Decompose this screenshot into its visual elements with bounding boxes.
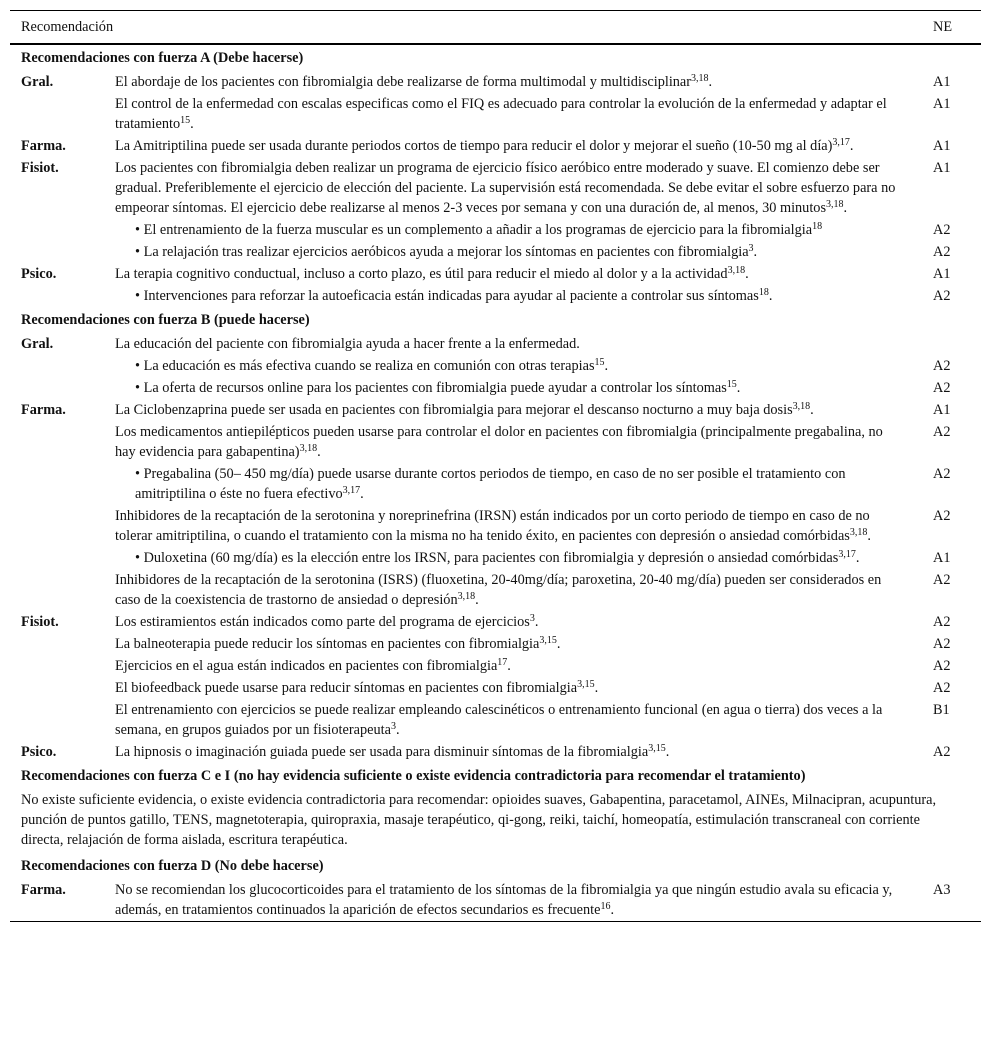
category-cell [10,505,115,547]
table-row [10,633,981,655]
evidence-level-cell: A1 [933,402,951,418]
table-row [10,655,981,677]
recommendation-end-punctuation: . [604,358,609,374]
evidence-level-cell [933,333,981,355]
table-row [10,699,981,741]
section-a-title: Recomendaciones con fuerza A (Debe hacerse) [21,50,304,66]
table-row [10,421,981,463]
reference-superscript: 15 [726,379,737,390]
table-row [10,505,981,547]
section-c-text-row [10,789,981,853]
recommendation-cell [115,71,933,93]
category-cell [10,285,115,307]
table-row [10,241,981,263]
reference-superscript: 3,15 [577,679,595,690]
recommendation-end-punctuation: . [810,402,814,418]
recommendation-end-punctuation: . [360,486,364,502]
evidence-level-cell: A2 [933,358,951,374]
category-cell [10,463,115,505]
category-cell: Farma. [21,882,66,898]
recommendation-text: La Ciclobenzaprina puede ser usada en pacientes con fibromialgia para mejorar el descanso nocturno a muy baja dosis [115,402,793,418]
recommendation-end-punctuation: . [736,380,741,396]
recommendation-text: El control de la enfermedad con escalas especificas como el FIQ es adecuado para controlar la evolución de la enfermedad y adaptar el tratamiento [115,96,887,132]
recommendation-cell [115,157,933,219]
section-a-heading-row [10,44,981,71]
recommendation-text: Los estiramientos están indicados como parte del programa de ejercicios [115,614,530,630]
recommendation-cell [115,655,933,677]
recommendation-end-punctuation: . [867,528,871,544]
recommendation-end-punctuation: . [556,636,561,652]
reference-superscript: 3,18 [849,527,868,538]
reference-superscript: 18 [758,287,769,298]
category-cell [10,633,115,655]
evidence-level-cell: A1 [933,74,951,90]
category-cell [10,547,115,569]
category-cell: Gral. [21,336,54,352]
table-row [10,355,981,377]
recommendation-text: • La oferta de recursos online para los pacientes con fibromialgia puede ayudar a controlar los síntomas [135,380,727,396]
table-row [10,71,981,93]
recommendation-text: No se recomiendan los glucocorticoides para el tratamiento de los síntomas de la fibromialgia ya que ningún estudio avala su eficacia y, además, en tratamientos continuados la aparición de efectos secundarios es frecuente [115,882,893,918]
evidence-level-cell: A1 [933,96,951,112]
header-recomendacion: Recomendación [10,11,933,45]
recommendation-text: Ejercicios en el agua están indicados en pacientes con fibromialgia [115,658,498,674]
recommendation-cell [115,505,933,547]
recommendation-cell [115,399,933,421]
reference-superscript: 3,15 [539,635,557,646]
recommendation-text: Inhibidores de la recaptación de la serotonina y noreprinefrina (IRSN) están indicados por un corto periodo de tiempo en caso de no tolerar amitriptilina, o cuando el tratamiento con la misma no ha tenido éxito, en pacientes con depresión o ansiedad comórbidas [115,508,870,544]
evidence-level-cell: A2 [933,680,951,696]
section-b-title: Recomendaciones con fuerza B (puede hacerse) [21,312,310,328]
recommendation-text: • La relajación tras realizar ejercicios aeróbicos ayuda a mejorar los síntomas en pacientes con fibromialgia [135,244,749,260]
recommendation-end-punctuation: . [745,266,749,282]
table-row [10,569,981,611]
recommendation-text: • Pregabalina (50– 450 mg/día) puede usarse durante cortos periodos de tiempo, en caso de no ser posible el tratamiento con amitriptilina o éste no fuera efectivo [135,466,846,502]
reference-superscript: 3,17 [838,549,856,560]
category-cell: Fisiot. [21,614,59,630]
recommendation-text: El abordaje de los pacientes con fibromialgia debe realizarse de forma multimodal y multidisciplinar [115,74,692,90]
section-c-heading-row [10,763,981,789]
evidence-level-cell: A2 [933,658,951,674]
recommendation-text: La balneoterapia puede reducir los síntomas en pacientes con fibromialgia [115,636,540,652]
table-row [10,285,981,307]
recommendation-end-punctuation: . [753,244,758,260]
table-row [10,135,981,157]
recommendation-end-punctuation: . [534,614,539,630]
recommendation-cell [115,677,933,699]
evidence-level-cell: A1 [933,550,951,566]
bottom-rule [10,921,981,922]
recommendation-cell [115,569,933,611]
category-cell [10,569,115,611]
section-c-text: No existe suficiente evidencia, o existe evidencia contradictoria para recomendar: opioides suaves, Gabapentina, paracetamol, AINEs, Milnacipran, acupuntura, punción de puntos gatillo, TENS, magnetoterapia, quiropraxia, masaje terapéutico, qi-gong, reiki, taichí, homeopatía, estimulación transcraneal con corriente directa, relajación de forma aislada, escritura terapéutica. [21,792,937,848]
table-row [10,377,981,399]
table-row [10,93,981,135]
recommendation-cell [115,699,933,741]
recommendation-cell [115,611,933,633]
category-cell: Fisiot. [21,160,59,176]
table-row [10,879,981,921]
recommendation-text: Los pacientes con fibromialgia deben realizar un programa de ejercicio físico aeróbico entre moderado y suave. El comienzo debe ser gradual. Preferiblemente el ejercicio de elección del paciente. La supervisión está recomendada. Se debe evitar el sobre esfuerzo para no empeorar síntomas. El ejercicio debe realizarse al menos 2-3 veces por semana y con una duración de, al menos, 30 minutos [115,160,896,216]
evidence-level-cell: A2 [933,244,951,260]
recommendation-cell [115,879,933,921]
recommendation-text: La educación del paciente con fibromialgia ayuda a hacer frente a la enfermedad. [115,336,580,352]
reference-superscript: 3,15 [648,743,666,754]
category-cell: Psico. [21,744,57,760]
reference-superscript: 15 [180,115,191,126]
evidence-level-cell: A2 [933,380,951,396]
recommendation-end-punctuation: . [768,288,773,304]
reference-superscript: 3,18 [826,199,844,210]
recommendation-end-punctuation: . [475,592,479,608]
evidence-level-cell: A2 [933,508,951,524]
recommendation-cell [115,377,933,399]
category-cell: Farma. [21,138,66,154]
recommendation-cell [115,421,933,463]
evidence-level-cell: A1 [933,138,951,154]
table-row [10,157,981,219]
recommendations-table-container [10,10,981,922]
reference-superscript: 3,18 [792,401,811,412]
recommendation-text: El biofeedback puede usarse para reducir síntomas en pacientes con fibromialgia [115,680,578,696]
recommendation-text: La terapia cognitivo conductual, incluso a corto plazo, es útil para reducir el miedo al dolor y a la actividad [115,266,728,282]
reference-superscript: 3,18 [457,591,476,602]
reference-superscript: 3,18 [299,443,318,454]
category-cell: Farma. [21,402,66,418]
recommendation-cell [115,633,933,655]
recommendation-text: El entrenamiento con ejercicios se puede realizar empleando calescinéticos o entrenamiento funcional (en agua o tierra) dos veces a la semana, en grupos guiados por un fisioterapeuta [115,702,883,738]
section-d-title: Recomendaciones con fuerza D (No debe hacerse) [21,858,324,874]
reference-superscript: 3 [390,721,396,732]
evidence-level-cell: A2 [933,222,951,238]
header-ne: NE [933,11,981,45]
recommendation-text: • La educación es más efectiva cuando se realiza en comunión con otras terapias [135,358,595,374]
reference-superscript: 3,18 [727,265,746,276]
evidence-level-cell: B1 [933,702,950,718]
recommendation-text: • Duloxetina (60 mg/día) es la elección entre los IRSN, para pacientes con fibromialgia y depresión o ansiedad comórbidas [135,550,839,566]
recommendation-end-punctuation: . [665,744,670,760]
recommendation-end-punctuation: . [395,722,400,738]
category-cell [10,699,115,741]
table-row [10,547,981,569]
evidence-level-cell: A2 [933,424,951,440]
recommendations-table [10,10,981,921]
evidence-level-cell: A2 [933,572,951,588]
table-row [10,741,981,763]
category-cell: Psico. [21,266,57,282]
category-cell [10,219,115,241]
category-cell [10,241,115,263]
recommendation-cell [115,241,933,263]
recommendation-text: La Amitriptilina puede ser usada durante periodos cortos de tiempo para reducir el dolor y mejorar el sueño (10-50 mg al día) [115,138,833,154]
evidence-level-cell: A2 [933,636,951,652]
table-row [10,463,981,505]
section-d-heading-row [10,853,981,879]
evidence-level-cell: A2 [933,288,951,304]
table-row [10,219,981,241]
table-body [10,44,981,921]
recommendation-cell [115,219,933,241]
reference-superscript: 18 [812,221,823,232]
recommendation-end-punctuation: . [594,680,599,696]
recommendation-cell [115,463,933,505]
evidence-level-cell: A3 [933,882,951,898]
recommendation-cell [115,93,933,135]
recommendation-cell [115,355,933,377]
recommendation-end-punctuation: . [708,74,713,90]
recommendation-cell [115,263,933,285]
recommendation-end-punctuation: . [317,444,321,460]
category-cell [10,93,115,135]
recommendation-end-punctuation: . [610,902,615,918]
reference-superscript: 3 [529,613,535,624]
recommendation-cell [115,333,933,355]
reference-superscript: 3,18 [691,73,709,84]
reference-superscript: 3 [748,243,754,254]
reference-superscript: 16 [600,901,611,912]
category-cell [10,677,115,699]
evidence-level-cell: A2 [933,466,951,482]
evidence-level-cell: A1 [933,266,951,282]
recommendation-end-punctuation: . [843,200,848,216]
recommendation-text: Los medicamentos antiepilépticos pueden usarse para controlar el dolor en pacientes con fibromialgia (principalmente pregabalina, no hay evidencia para gabapentina) [115,424,883,460]
table-row [10,263,981,285]
recommendation-end-punctuation: . [849,138,854,154]
reference-superscript: 15 [594,357,605,368]
recommendation-end-punctuation: . [855,550,860,566]
reference-superscript: 17 [497,657,508,668]
category-cell [10,355,115,377]
recommendation-text: La hipnosis o imaginación guiada puede ser usada para disminuir síntomas de la fibromialgia [115,744,649,760]
reference-superscript: 3,17 [832,137,850,148]
recommendation-cell [115,741,933,763]
recommendation-text: Inhibidores de la recaptación de la serotonina (ISRS) (fluoxetina, 20-40mg/día; paroxetina, 20-40 mg/día) pueden ser considerados en caso de la coexistencia de trastorno de ansiedad o depresión [115,572,882,608]
section-c-title: Recomendaciones con fuerza C e I (no hay evidencia suficiente o existe evidencia contradictoria para recomendar el tratamiento) [21,768,806,784]
reference-superscript: 3,17 [342,485,361,496]
recommendation-end-punctuation: . [507,658,511,674]
category-cell [10,377,115,399]
recommendation-end-punctuation: . [190,116,194,132]
recommendation-text: • Intervenciones para reforzar la autoeficacia están indicadas para ayudar al paciente a controlar sus síntomas [135,288,759,304]
table-row [10,333,981,355]
table-row [10,399,981,421]
section-b-heading-row [10,307,981,333]
recommendation-cell [115,135,933,157]
evidence-level-cell: A2 [933,614,951,630]
table-header-row [10,11,981,45]
recommendation-cell [115,285,933,307]
category-cell [10,421,115,463]
recommendation-cell [115,547,933,569]
table-row [10,677,981,699]
evidence-level-cell: A1 [933,160,951,176]
recommendation-text: • El entrenamiento de la fuerza muscular es un complemento a añadir a los programas de ejercicio para la fibromialgia [135,222,813,238]
category-cell: Gral. [21,74,54,90]
evidence-level-cell: A2 [933,744,951,760]
table-row [10,611,981,633]
category-cell [10,655,115,677]
